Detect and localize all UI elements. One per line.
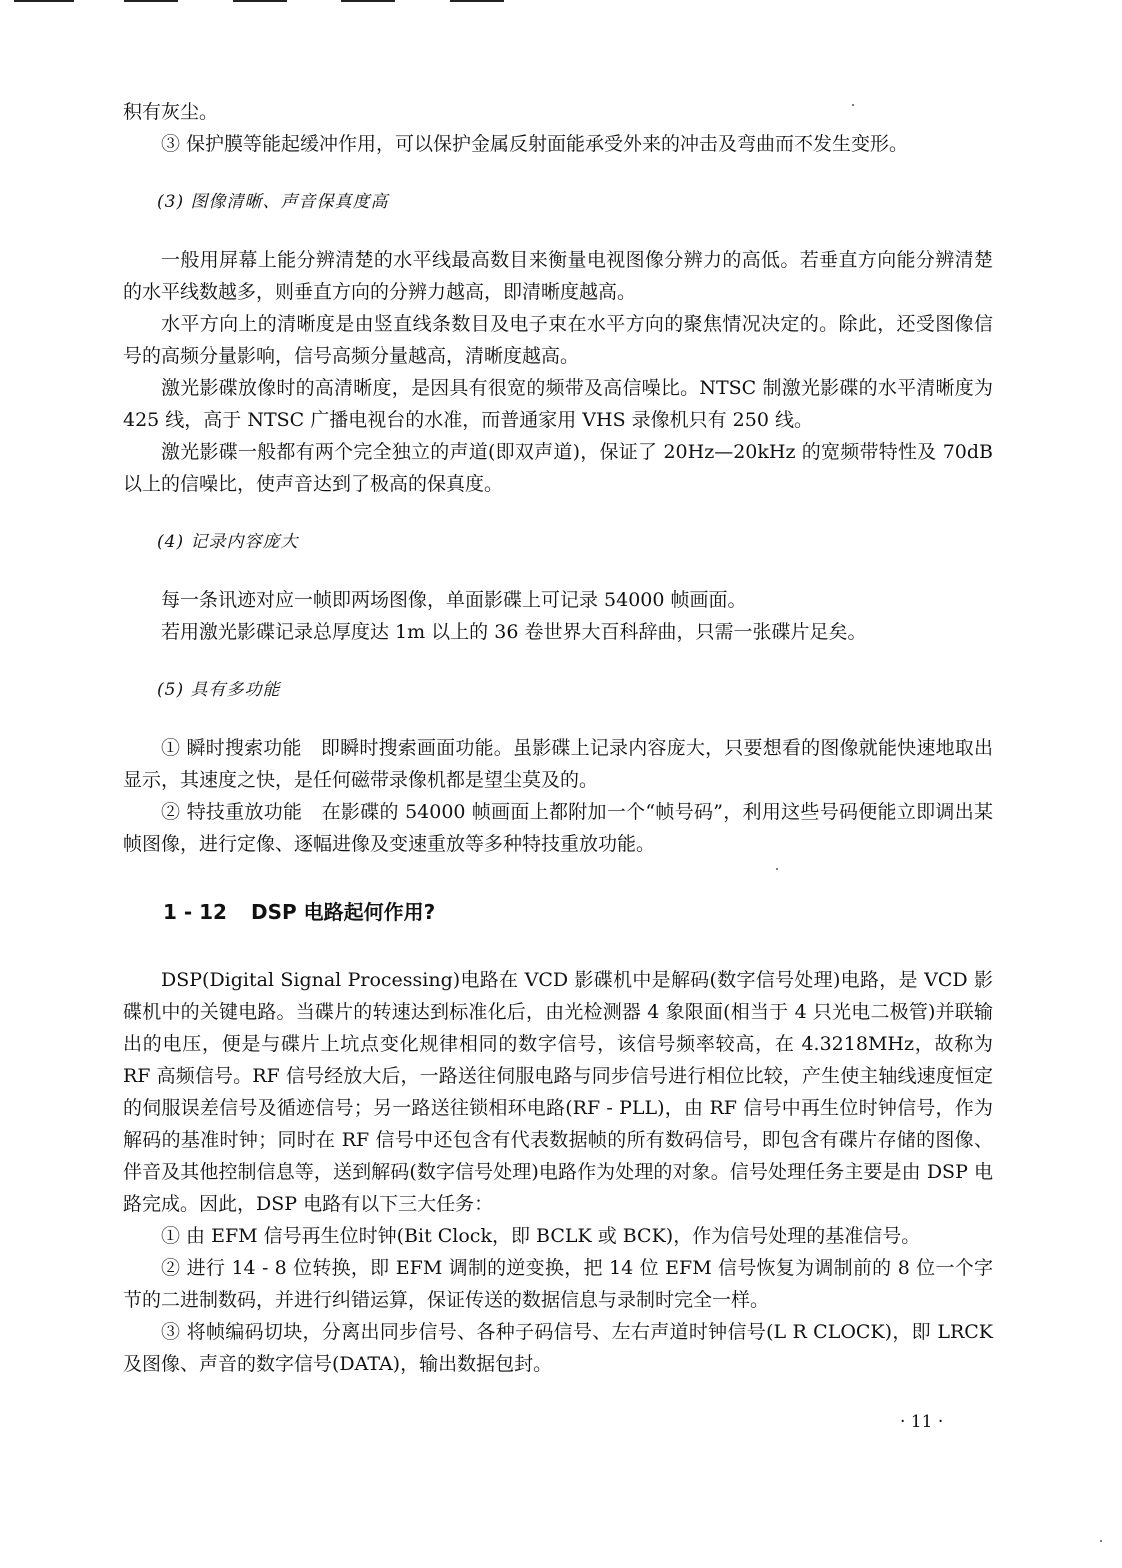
section-heading	[123, 896, 993, 928]
paragraph: 积有灰尘。	[123, 101, 219, 123]
subheading-3: (3) 图像清晰、声音保真度高	[157, 192, 389, 212]
paragraph: 水平方向上的清晰度是由竖直线条数目及电子束在水平方向的聚焦情况决定的。除此，还受图像信号的高频分量影响，信号高频分量越高，清晰度越高。	[123, 313, 993, 367]
scan-speck	[776, 868, 778, 870]
subheading-4: (4) 记录内容庞大	[157, 532, 299, 552]
paragraph: DSP(Digital Signal Processing)电路在 VCD 影碟机中是解码(数字信号处理)电路，是 VCD 影碟机中的关键电路。当碟片的转速达到标准化后，由光检测器 4 象限面(相当于 4 只光电二极管)并联输出的电压，便是与碟片上坑点变化规律相同的数字信号，该信号频率较高，在 4.3218MHz，故称为 RF 高频信号。RF 信号经放大后，一路送往伺服电路与同步信号进行相位比较，产生使主轴线速度恒定的伺服误差信号及循迹信号；另一路送往锁相环电路(RF - PLL)，由 RF 信号中再生位时钟信号，作为解码的基准时钟；同时在 RF 信号中还包含有代表数据帧的所有数码信号，即包含有碟片存储的图像、伴音及其他控制信息等，送到解码(数字信号处理)电路作为处理的对象。信号处理任务主要是由 DSP 电路完成。因此，DSP 电路有以下三大任务：	[123, 969, 993, 1215]
paragraph: 一般用屏幕上能分辨清楚的水平线最高数目来衡量电视图像分辨力的高低。若垂直方向能分辨清楚的水平线数越多，则垂直方向的分辨力越高，即清晰度越高。	[123, 249, 993, 303]
paragraph: 若用激光影碟记录总厚度达 1m 以上的 36 卷世界大百科辞曲，只需一张碟片足矣。	[161, 621, 867, 643]
page-number: · 11 ·	[900, 1412, 944, 1432]
top-border-rules	[0, 0, 1122, 4]
subheading-5: (5) 具有多功能	[157, 680, 281, 700]
section-number: 1 - 12	[163, 900, 227, 924]
scan-speck	[852, 104, 854, 106]
paragraph: ② 特技重放功能 在影碟的 54000 帧画面上都附加一个“帧号码”，利用这些号码便能立即调出某帧图像，进行定像、逐幅进像及变速重放等多种特技重放功能。	[123, 801, 993, 855]
section-title-text: DSP 电路起何作用?	[250, 900, 436, 924]
paragraph: ① 由 EFM 信号再生位时钟(Bit Clock，即 BCLK 或 BCK)，作为信号处理的基准信号。	[161, 1225, 921, 1247]
paragraph: 激光影碟放像时的高清晰度，是因具有很宽的频带及高信噪比。NTSC 制激光影碟的水平清晰度为 425 线，高于 NTSC 广播电视台的水准，而普通家用 VHS 录像机只有 250 线。	[123, 377, 993, 431]
paragraph: 每一条讯迹对应一帧即两场图像，单面影碟上可记录 54000 帧画面。	[161, 589, 747, 611]
paragraph: ① 瞬时搜索功能 即瞬时搜索画面功能。虽影碟上记录内容庞大，只要想看的图像就能快速地取出显示，其速度之快，是任何磁带录像机都是望尘莫及的。	[123, 737, 993, 791]
body-text	[123, 96, 993, 1380]
paragraph: 激光影碟一般都有两个完全独立的声道(即双声道)，保证了 20Hz—20kHz 的宽频带特性及 70dB 以上的信噪比，使声音达到了极高的保真度。	[123, 441, 993, 495]
paragraph: ② 进行 14 - 8 位转换，即 EFM 调制的逆变换，把 14 位 EFM 信号恢复为调制前的 8 位一个字节的二进制数码，并进行纠错运算，保证传送的数据信息与录制时完全一样。	[123, 1257, 993, 1311]
paragraph: ③ 将帧编码切块，分离出同步信号、各种子码信号、左右声道时钟信号(L R CLOCK)，即 LRCK 及图像、声音的数字信号(DATA)，输出数据包封。	[123, 1321, 993, 1375]
paragraph: ③ 保护膜等能起缓冲作用，可以保护金属反射面能承受外来的冲击及弯曲而不发生变形。	[161, 133, 909, 155]
scan-speck	[1100, 1540, 1102, 1542]
